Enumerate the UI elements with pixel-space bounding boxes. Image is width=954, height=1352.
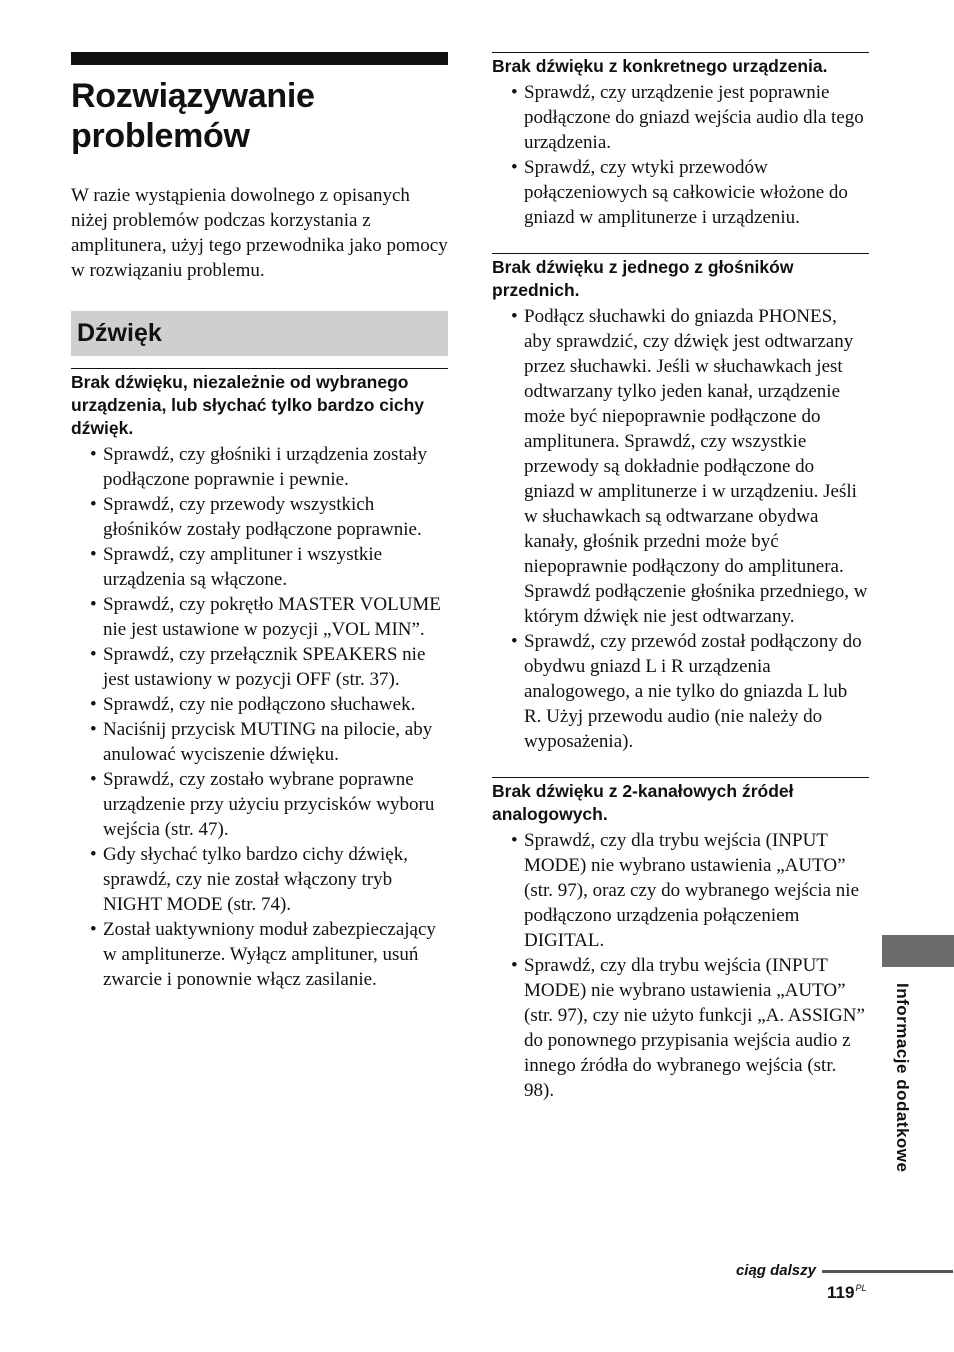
list-item-text: Sprawdź, czy przewód został podłączony do obydwu gniazd L i R urządzenia analogowego, a nie tylko do gniazda L lub R. Użyj przewodu audio (nie należy do wyposażenia). [524, 631, 862, 752]
list-item [90, 842, 448, 917]
list-item [511, 80, 869, 155]
topic [71, 368, 448, 992]
list-item-text: Sprawdź, czy dla trybu wejścia (INPUT MODE) nie wybrano ustawienia „AUTO” (str. 97), oraz czy do wybranego wejścia nie podłączono urządzenia połączeniem DIGITAL. [524, 830, 860, 951]
title-rule [71, 52, 448, 65]
list-item-text: Sprawdź, czy urządzenie jest poprawnie podłączone do gniazd wejścia audio dla tego urządzenia. [524, 82, 864, 153]
list-item [90, 492, 448, 542]
page-number-suffix: PL [855, 1283, 867, 1294]
bullet-icon: • [511, 830, 518, 851]
list-item-text: Naciśnij przycisk MUTING na pilocie, aby anulować wyciszenie dźwięku. [103, 719, 433, 765]
bullet-icon: • [511, 157, 518, 178]
bullet-icon: • [90, 719, 97, 740]
bullet-list [492, 80, 869, 230]
list-item [511, 953, 869, 1103]
topic-heading: Brak dźwięku z konkretnego urządzenia. [492, 56, 828, 76]
list-item-text: Sprawdź, czy nie podłączono słuchawek. [103, 694, 416, 715]
section-heading: Dźwięk [71, 311, 448, 356]
chapter-tab [882, 935, 954, 967]
bullet-icon: • [90, 769, 97, 790]
list-item-text: Sprawdź, czy zostało wybrane poprawne urządzenie przy użyciu przycisków wyboru wejścia (str. 47). [103, 769, 435, 840]
continued-label: ciąg dalszy [735, 1262, 816, 1279]
bullet-list [492, 304, 869, 754]
list-item [511, 304, 869, 629]
bullet-icon: • [90, 594, 97, 615]
list-item [90, 542, 448, 592]
list-item-text: Sprawdź, czy wtyki przewodów połączeniowych są całkowicie włożone do gniazd w amplitunerze i urządzeniu. [524, 157, 848, 228]
list-item-text: Gdy słychać tylko bardzo cichy dźwięk, sprawdź, czy nie został włączony tryb NIGHT MODE (str. 74). [103, 844, 408, 915]
list-item [90, 917, 448, 992]
list-item [90, 767, 448, 842]
list-item-text: Został uaktywniony moduł zabezpieczający w amplitunerze. Wyłącz amplituner, usuń zwarcie i ponownie włącz zasilanie. [103, 919, 436, 990]
list-item-text: Sprawdź, czy pokrętło MASTER VOLUME nie jest ustawione w pozycji „VOL MIN”. [103, 594, 441, 640]
list-item-text: Sprawdź, czy dla trybu wejścia (INPUT MODE) nie wybrano ustawienia „AUTO” (str. 97), czy nie użyto funkcji „A. ASSIGN” do ponownego przypisania wejścia audio z innego źródła do wybranego wejścia (str. 98). [524, 955, 865, 1101]
list-item-text: Sprawdź, czy amplituner i wszystkie urządzenia są włączone. [103, 544, 383, 590]
list-item-text: Sprawdź, czy przełącznik SPEAKERS nie jest ustawiony w pozycji OFF (str. 37). [103, 644, 426, 690]
bullet-icon: • [511, 82, 518, 103]
list-item [90, 642, 448, 692]
list-item-text: Sprawdź, czy przewody wszystkich głośników zostały podłączone poprawnie. [103, 494, 422, 540]
bullet-icon: • [90, 919, 97, 940]
topic [492, 777, 869, 1103]
bullet-list [492, 828, 869, 1103]
list-item [90, 592, 448, 642]
intro-paragraph: W razie wystąpienia dowolnego z opisanych niżej problemów podczas korzystania z amplitunera, użyj tego przewodnika jako pomocy w rozwiązaniu problemu. [71, 185, 448, 281]
page-number [827, 1283, 866, 1303]
left-column [71, 52, 448, 992]
page-title: Rozwiązywanie problemów [71, 77, 315, 155]
topic-heading: Brak dźwięku z jednego z głośników przednich. [492, 257, 794, 300]
topic [492, 52, 869, 230]
bullet-icon: • [90, 494, 97, 515]
right-column [492, 52, 869, 1103]
bullet-icon: • [90, 694, 97, 715]
bullet-icon: • [511, 955, 518, 976]
list-item [511, 155, 869, 230]
bullet-icon: • [90, 644, 97, 665]
list-item [511, 828, 869, 953]
page-number-value: 119 [827, 1283, 855, 1302]
bullet-list [71, 442, 448, 992]
list-item [90, 717, 448, 767]
list-item [90, 692, 448, 717]
list-item-text: Podłącz słuchawki do gniazda PHONES, aby sprawdzić, czy dźwięk jest odtwarzany przez słuchawki. Jeśli w słuchawkach jest odtwarzany tylko jeden kanał, urządzenie może być niepoprawnie podłączone do amplitunera. Sprawdź, czy wszystkie przewody są dokładnie podłączone do gniazd w amplitunerze i w urządzeniu. Jeśli w słuchawkach są odtwarzane obydwa kanały, głośnik przedni może być niepoprawnie podłączony do amplitunera. Sprawdź podłączenie głośnika przedniego, w którym dźwięk nie jest odtwarzany. [524, 306, 868, 627]
list-item [511, 629, 869, 754]
bullet-icon: • [90, 444, 97, 465]
bullet-icon: • [511, 631, 518, 652]
left-topics [71, 368, 448, 992]
list-item-text: Sprawdź, czy głośniki i urządzenia zostały podłączone poprawnie i pewnie. [103, 444, 427, 490]
topic [492, 253, 869, 754]
bullet-icon: • [511, 306, 518, 327]
bullet-icon: • [90, 844, 97, 865]
chapter-label: Informacje dodatkowe [893, 983, 912, 1173]
continued-rule [822, 1270, 953, 1273]
topic-heading: Brak dźwięku z 2-kanałowych źródeł analogowych. [492, 781, 794, 824]
topic-heading: Brak dźwięku, niezależnie od wybranego urządzenia, lub słychać tylko bardzo cichy dźwięk. [71, 372, 425, 438]
list-item [90, 442, 448, 492]
bullet-icon: • [90, 544, 97, 565]
right-topics [492, 52, 869, 1103]
